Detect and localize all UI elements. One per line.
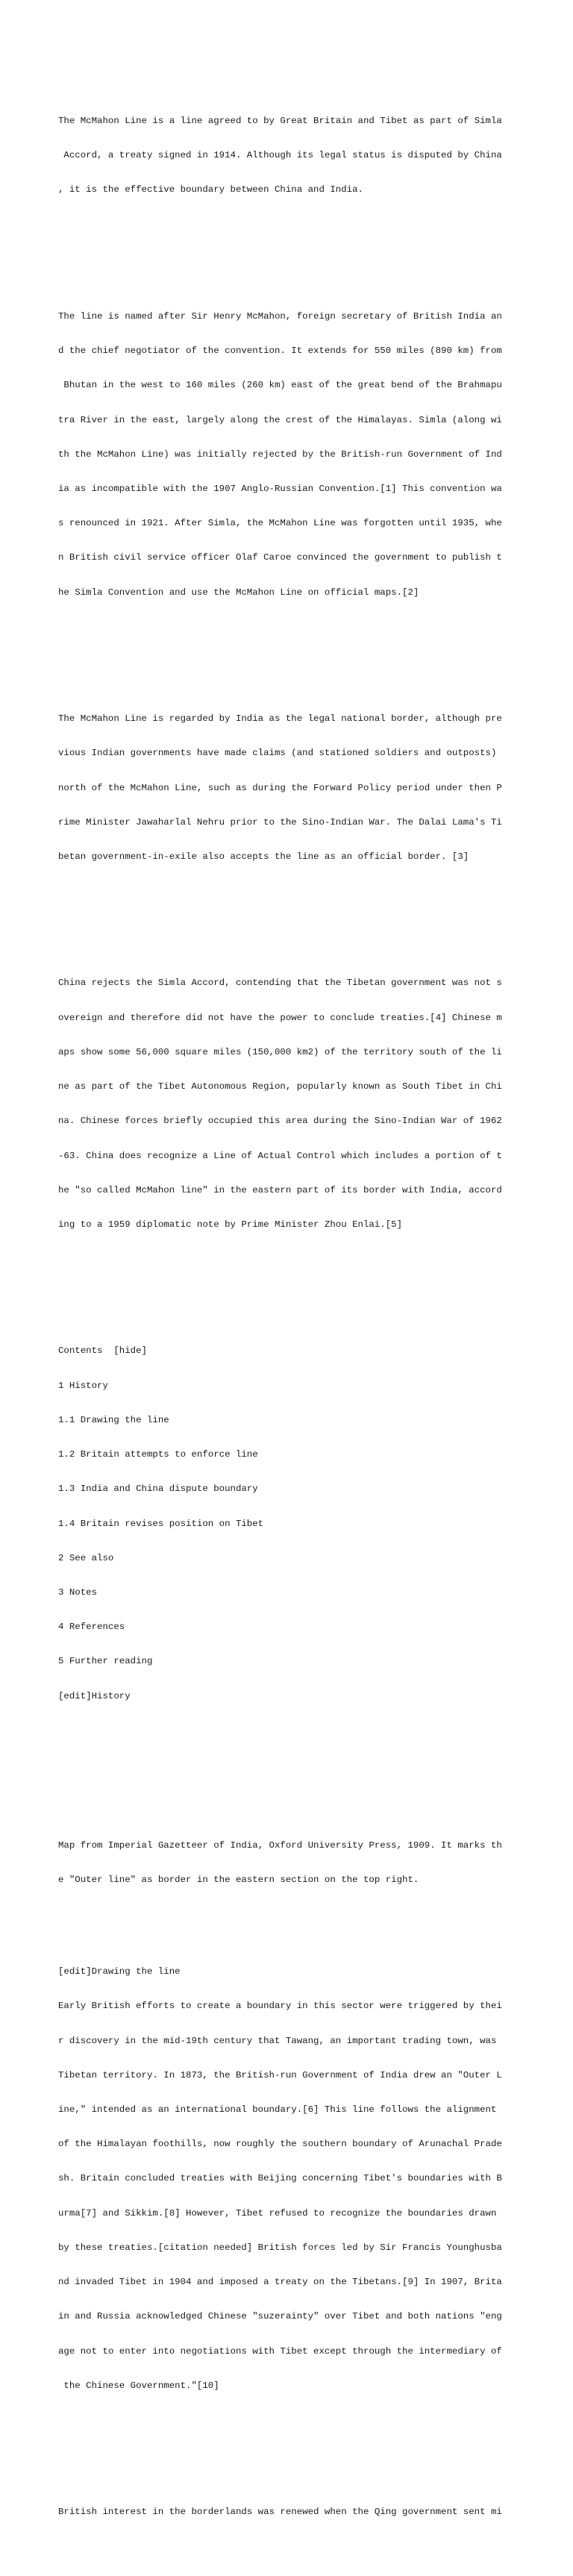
borderlands-paragraph xyxy=(58,2483,521,2541)
section-heading[interactable]: [edit]Drawing the line xyxy=(58,1966,181,1978)
text-line: The line is named after Sir Henry McMahon, foreign secretary of British India an xyxy=(58,310,502,322)
toc-item[interactable]: 1.4 Britain revises position on Tibet xyxy=(58,1518,264,1529)
toc-item[interactable]: 5 Further reading xyxy=(58,1656,153,1667)
text-line: he "so called McMahon line" in the eastern part of its border with India, accord xyxy=(58,1184,502,1195)
text-line: Map from Imperial Gazetteer of India, Oxford University Press, 1909. It marks th xyxy=(58,1839,502,1851)
toc-item[interactable]: 1.3 India and China dispute boundary xyxy=(58,1484,258,1495)
toc-item[interactable]: 4 References xyxy=(58,1622,125,1633)
toc-item[interactable]: 1.2 Britain attempts to enforce line xyxy=(58,1449,258,1460)
text-line: tra River in the east, largely along the crest of the Himalayas. Simla (along wi xyxy=(58,414,502,425)
text-line: d the chief negotiator of the convention. It extends for 550 miles (890 km) from xyxy=(58,346,502,357)
text-line: betan government-in-exile also accepts the line as an official border. [3] xyxy=(58,851,469,862)
text-line: urma[7] and Sikkim.[8] However, Tibet refused to recognize the boundaries drawn xyxy=(58,2207,497,2219)
india-position-paragraph xyxy=(58,690,521,886)
text-line: The McMahon Line is regarded by India as the legal national border, although pre xyxy=(58,713,502,725)
text-line: Bhutan in the west to 160 miles (260 km) east of the great bend of the Brahmapu xyxy=(58,380,502,391)
text-line: Accord, a treaty signed in 1914. Although its legal status is disputed by China xyxy=(58,150,502,161)
toc-item[interactable]: 1 History xyxy=(58,1380,108,1391)
text-line: ne as part of the Tibet Autonomous Region, popularly known as South Tibet in Chi xyxy=(58,1081,502,1092)
text-line: rime Minister Jawaharlal Nehru prior to the Sino-Indian War. The Dalai Lama's Ti xyxy=(58,816,502,828)
text-line: vious Indian governments have made claims (and stationed soldiers and outposts) xyxy=(58,748,497,759)
naming-paragraph xyxy=(58,288,521,622)
text-line: age not to enter into negotiations with Tibet except through the intermediary of xyxy=(58,2345,502,2357)
text-line: s renounced in 1921. After Simla, the McMahon Line was forgotten until 1935, whe xyxy=(58,518,502,529)
table-of-contents xyxy=(58,1323,521,1725)
text-line: nd invaded Tibet in 1904 and imposed a treaty on the Tibetans.[9] In 1907, Brita xyxy=(58,2277,502,2288)
text-line: ing to a 1959 diplomatic note by Prime Minister Zhou Enlai.[5] xyxy=(58,1219,403,1230)
text-line: British interest in the borderlands was renewed when the Qing government sent mi xyxy=(58,2507,502,2518)
toc-header[interactable]: Contents [hide] xyxy=(58,1345,147,1357)
text-line: Early British efforts to create a boundary in this sector were triggered by thei xyxy=(58,2001,502,2012)
text-line: the Chinese Government."[10] xyxy=(58,2380,219,2391)
text-line: Tibetan territory. In 1873, the British-run Government of India drew an "Outer L xyxy=(58,2069,502,2081)
text-line: sh. Britain concluded treaties with Beijing concerning Tibet's boundaries with B xyxy=(58,2173,502,2184)
text-line: he Simla Convention and use the McMahon Line on official maps.[2] xyxy=(58,587,419,598)
text-line: overeign and therefore did not have the power to conclude treaties.[4] Chinese m xyxy=(58,1012,502,1023)
text-line: by these treaties.[citation needed] British forces led by Sir Francis Younghusba xyxy=(58,2242,502,2253)
document-body xyxy=(58,58,521,2576)
text-line: north of the McMahon Line, such as during the Forward Policy period under then P xyxy=(58,782,502,793)
text-line: r discovery in the mid-19th century that Tawang, an important trading town, was xyxy=(58,2035,497,2046)
text-line: -63. China does recognize a Line of Actual Control which includes a portion of t xyxy=(58,1150,502,1161)
text-line: n British civil service officer Olaf Caroe convinced the government to publish t xyxy=(58,552,502,563)
text-line: ia as incompatible with the 1907 Anglo-Russian Convention.[1] This convention wa xyxy=(58,484,502,495)
toc-item[interactable]: 2 See also xyxy=(58,1552,114,1563)
toc-item[interactable]: 1.1 Drawing the line xyxy=(58,1414,169,1425)
text-line: in and Russia acknowledged Chinese "suzerainty" over Tibet and both nations "eng xyxy=(58,2311,502,2322)
text-line: na. Chinese forces briefly occupied this area during the Sino-Indian War of 1962 xyxy=(58,1116,502,1127)
text-line: e "Outer line" as border in the eastern section on the top right. xyxy=(58,1874,419,1885)
drawing-section xyxy=(58,1943,521,2415)
toc-item[interactable]: 3 Notes xyxy=(58,1586,98,1598)
china-position-paragraph xyxy=(58,955,521,1254)
text-line: , it is the effective boundary between China and India. xyxy=(58,184,363,196)
history-heading[interactable]: [edit]History xyxy=(58,1690,131,1701)
text-line: The McMahon Line is a line agreed to by Great Britain and Tibet as part of Simla xyxy=(58,116,502,127)
text-line: ine," intended as an international boundary.[6] This line follows the alignment xyxy=(58,2104,497,2116)
text-line: China rejects the Simla Accord, contending that the Tibetan government was not s xyxy=(58,978,502,989)
text-line: aps show some 56,000 square miles (150,000 km2) of the territory south of the li xyxy=(58,1046,502,1057)
intro-paragraph xyxy=(58,93,521,219)
text-line: th the McMahon Line) was initially rejected by the British-run Government of Ind xyxy=(58,448,502,460)
text-line: of the Himalayan foothills, now roughly the southern boundary of Arunachal Prade xyxy=(58,2139,502,2150)
map-caption xyxy=(58,1817,521,1909)
